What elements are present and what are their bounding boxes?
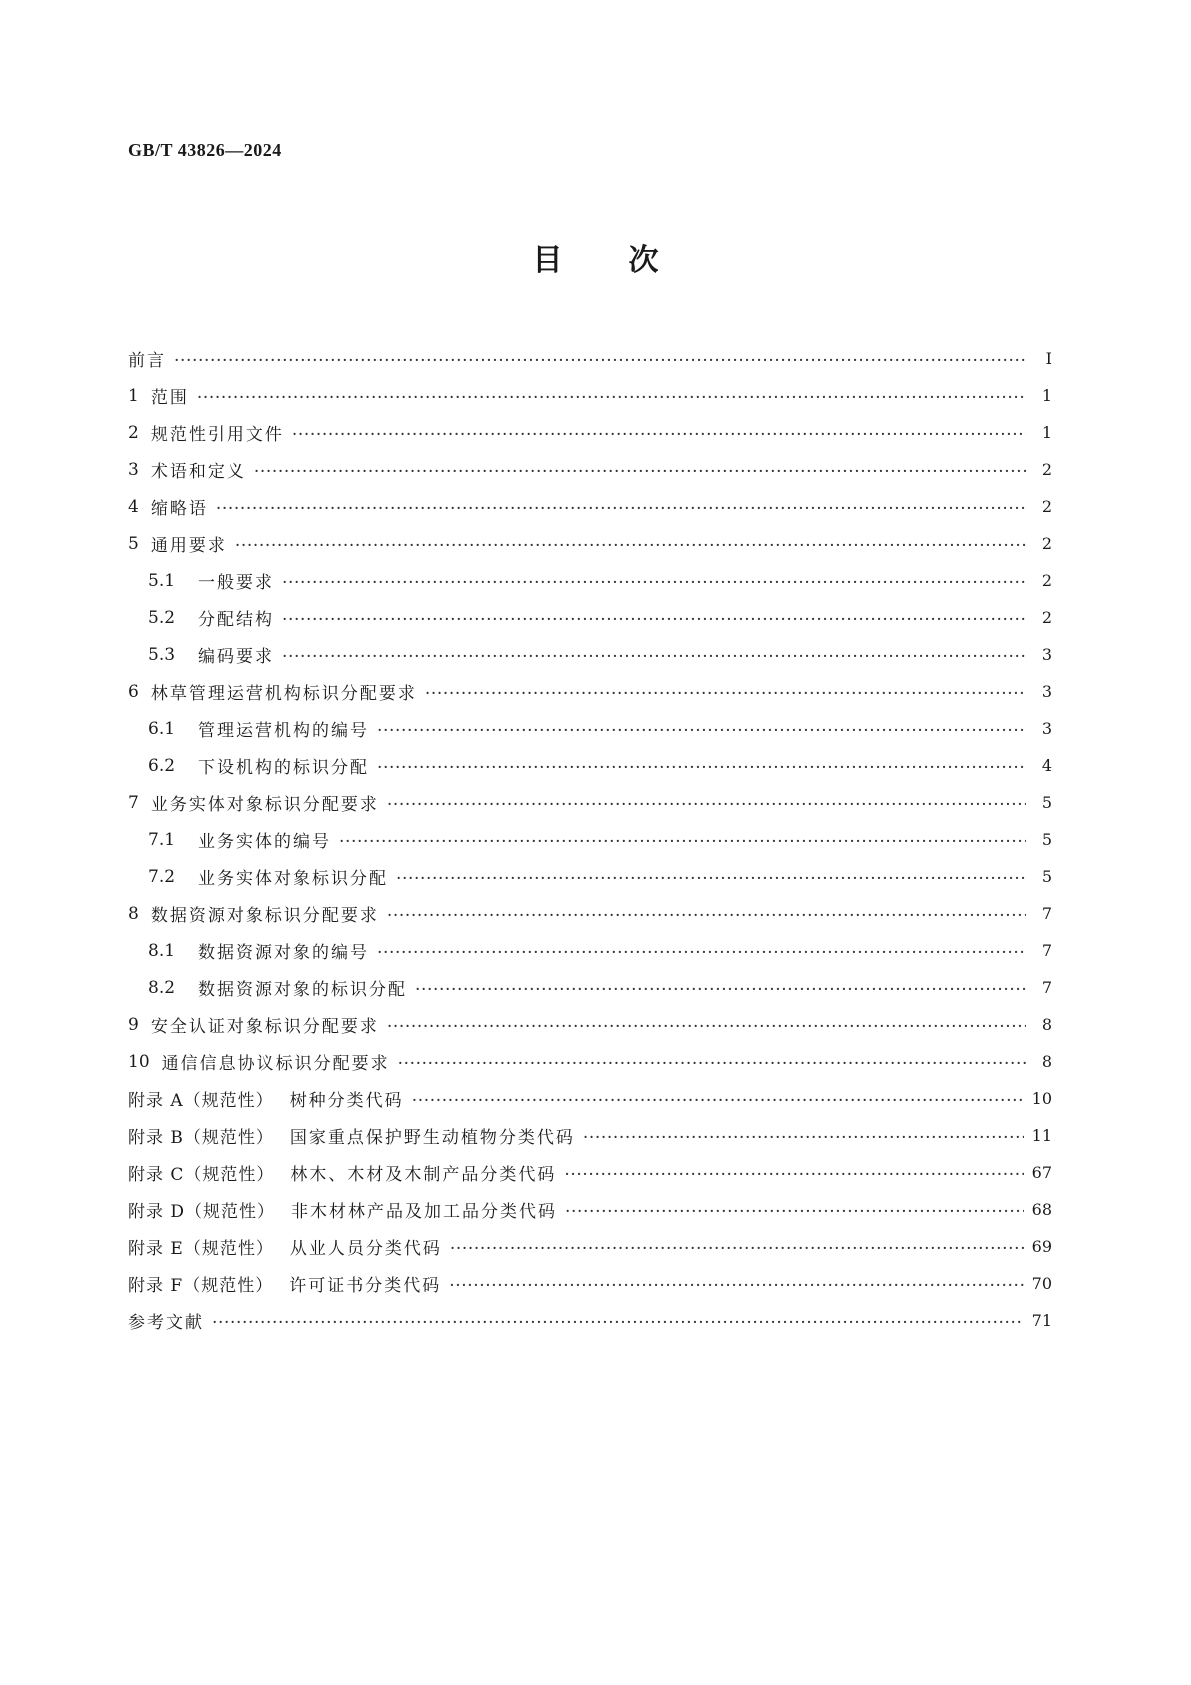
toc-entry-label: 数据资源对象标识分配要求 <box>150 906 379 926</box>
toc-entry-number: 5.3 <box>148 644 176 665</box>
dot-leader <box>282 610 1026 627</box>
toc-entry-label: 国家重点保护野生动植物分类代码 <box>289 1128 575 1148</box>
dot-leader <box>425 684 1026 701</box>
toc-entry-annex: 附录 E（规范性） <box>128 1239 274 1259</box>
toc-entry-label: 安全认证对象标识分配要求 <box>150 1017 379 1037</box>
toc-entry[interactable] <box>128 1228 1052 1265</box>
toc-entry-number: 6.1 <box>148 718 176 739</box>
page-title <box>0 244 1191 278</box>
dot-leader <box>212 1313 1024 1330</box>
toc-entry[interactable] <box>128 562 1052 599</box>
toc-entry-page: 2 <box>1041 608 1052 627</box>
dot-leader <box>415 980 1026 997</box>
toc-entry-page: 68 <box>1031 1200 1052 1219</box>
toc-entry-label: 通用要求 <box>150 536 227 556</box>
toc-entry-page: 3 <box>1041 682 1052 701</box>
toc-entry-number: 8 <box>128 903 139 924</box>
table-of-contents <box>128 340 1052 1339</box>
toc-entry[interactable] <box>128 1006 1052 1043</box>
toc-entry-page: 7 <box>1041 941 1052 960</box>
toc-entry[interactable] <box>128 710 1052 747</box>
dot-leader <box>387 906 1026 923</box>
toc-entry-number: 5.1 <box>148 570 176 591</box>
toc-entry[interactable] <box>128 1302 1052 1339</box>
toc-entry-page: 1 <box>1041 423 1052 442</box>
toc-entry-number: 3 <box>128 459 139 480</box>
dot-leader <box>377 758 1026 775</box>
dot-leader <box>235 536 1026 553</box>
toc-entry-page: Ⅰ <box>1045 349 1052 368</box>
toc-entry-page: 2 <box>1041 497 1052 516</box>
toc-entry-page: 1 <box>1041 386 1052 405</box>
toc-entry-label: 规范性引用文件 <box>150 425 284 445</box>
toc-entry[interactable] <box>128 525 1052 562</box>
toc-entry-number: 9 <box>128 1014 139 1035</box>
toc-entry-page: 5 <box>1041 867 1052 886</box>
toc-entry[interactable] <box>128 969 1052 1006</box>
toc-entry[interactable] <box>128 414 1052 451</box>
toc-entry-number: 8.1 <box>148 940 176 961</box>
toc-entry-label: 业务实体对象标识分配要求 <box>150 795 379 815</box>
toc-entry-number: 2 <box>128 422 139 443</box>
toc-entry-label: 缩略语 <box>150 499 208 519</box>
dot-leader <box>254 462 1026 479</box>
dot-leader <box>387 795 1026 812</box>
toc-entry-number: 10 <box>128 1051 150 1072</box>
dot-leader <box>292 425 1026 442</box>
toc-entry-page: 3 <box>1041 719 1052 738</box>
toc-entry[interactable] <box>128 599 1052 636</box>
dot-leader <box>412 1091 1024 1108</box>
document-code: GB/T 43826—2024 <box>128 140 282 160</box>
toc-entry-label: 业务实体对象标识分配 <box>198 869 388 889</box>
dot-leader <box>282 647 1026 664</box>
toc-entry-label: 非木材林产品及加工品分类代码 <box>291 1202 558 1222</box>
toc-entry-annex: 附录 C（规范性） <box>128 1165 275 1185</box>
toc-entry[interactable] <box>128 1154 1052 1191</box>
toc-entry-label: 一般要求 <box>198 573 274 593</box>
dot-leader <box>450 1239 1024 1256</box>
toc-entry-page: 10 <box>1031 1089 1052 1108</box>
dot-leader <box>216 499 1026 516</box>
toc-entry-label: 林草管理运营机构标识分配要求 <box>150 684 417 704</box>
toc-entry-page: 2 <box>1041 460 1052 479</box>
toc-entry-page: 2 <box>1041 534 1052 553</box>
toc-entry-label: 术语和定义 <box>150 462 246 482</box>
toc-entry-page: 5 <box>1041 793 1052 812</box>
toc-entry-label: 数据资源对象的编号 <box>198 943 369 963</box>
toc-entry-number: 7.1 <box>148 829 176 850</box>
toc-entry-number: 6 <box>128 681 139 702</box>
toc-entry-label: 业务实体的编号 <box>198 832 331 852</box>
toc-entry-annex: 附录 D（规范性） <box>128 1202 276 1222</box>
toc-entry[interactable] <box>128 1265 1052 1302</box>
toc-entry-label: 通信信息协议标识分配要求 <box>161 1054 390 1074</box>
toc-entry-label: 范围 <box>150 388 189 408</box>
toc-entry-page: 8 <box>1041 1052 1052 1071</box>
toc-entry-page: 7 <box>1041 904 1052 923</box>
toc-entry[interactable] <box>128 858 1052 895</box>
title-char-2: 次 <box>628 243 659 278</box>
dot-leader <box>564 1165 1023 1182</box>
toc-entry-page: 11 <box>1031 1126 1052 1145</box>
dot-leader <box>565 1202 1024 1219</box>
toc-entry[interactable] <box>128 1191 1052 1228</box>
toc-entry[interactable] <box>128 451 1052 488</box>
toc-entry[interactable] <box>128 747 1052 784</box>
toc-entry-label: 下设机构的标识分配 <box>198 758 369 778</box>
dot-leader <box>387 1017 1026 1034</box>
toc-entry-annex: 附录 F（规范性） <box>128 1276 274 1296</box>
toc-entry-label: 前言 <box>128 351 166 371</box>
title-char-1: 目 <box>532 243 563 278</box>
dot-leader <box>396 869 1026 886</box>
toc-entry-label: 分配结构 <box>198 610 274 630</box>
dot-leader <box>197 388 1026 405</box>
toc-entry-annex: 附录 A（规范性） <box>128 1091 274 1111</box>
toc-entry[interactable] <box>128 1117 1052 1154</box>
toc-entry-page: 70 <box>1031 1274 1052 1293</box>
toc-entry-label: 编码要求 <box>198 647 274 667</box>
toc-entry-annex: 附录 B（规范性） <box>128 1128 274 1148</box>
toc-entry-label: 参考文献 <box>128 1313 204 1333</box>
toc-entry-number: 4 <box>128 496 139 517</box>
dot-leader <box>449 1276 1023 1293</box>
toc-entry[interactable] <box>128 340 1052 377</box>
dot-leader <box>583 1128 1024 1145</box>
toc-entry[interactable] <box>128 1043 1052 1080</box>
dot-leader <box>377 721 1026 738</box>
dot-leader <box>377 943 1026 960</box>
toc-entry-page: 69 <box>1031 1237 1052 1256</box>
toc-entry-page: 3 <box>1041 645 1052 664</box>
toc-entry-number: 7.2 <box>148 866 176 887</box>
toc-entry-label: 数据资源对象的标识分配 <box>198 980 407 1000</box>
toc-entry[interactable] <box>128 784 1052 821</box>
toc-entry-number: 8.2 <box>148 977 176 998</box>
toc-entry-label: 从业人员分类代码 <box>289 1239 442 1259</box>
toc-entry[interactable] <box>128 377 1052 414</box>
toc-entry-page: 8 <box>1041 1015 1052 1034</box>
toc-entry-number: 7 <box>128 792 139 813</box>
toc-entry[interactable] <box>128 821 1052 858</box>
toc-entry-page: 71 <box>1031 1311 1052 1330</box>
toc-entry-page: 67 <box>1031 1163 1052 1182</box>
toc-entry[interactable] <box>128 932 1052 969</box>
toc-entry-page: 7 <box>1041 978 1052 997</box>
toc-entry-label: 树种分类代码 <box>289 1091 404 1111</box>
toc-entry[interactable] <box>128 636 1052 673</box>
toc-entry-number: 5.2 <box>148 607 176 628</box>
toc-entry-page: 5 <box>1041 830 1052 849</box>
toc-entry-page: 2 <box>1041 571 1052 590</box>
toc-entry[interactable] <box>128 673 1052 710</box>
toc-entry-number: 1 <box>128 385 139 406</box>
dot-leader <box>174 351 1026 368</box>
toc-entry-number: 6.2 <box>148 755 176 776</box>
toc-entry-label: 许可证书分类代码 <box>289 1276 442 1296</box>
toc-entry[interactable] <box>128 488 1052 525</box>
dot-leader <box>398 1054 1026 1071</box>
toc-entry-number: 5 <box>128 533 139 554</box>
toc-entry[interactable] <box>128 1080 1052 1117</box>
toc-entry-label: 管理运营机构的编号 <box>198 721 369 741</box>
toc-entry-label: 林木、木材及木制产品分类代码 <box>290 1165 557 1185</box>
toc-entry-page: 4 <box>1041 756 1052 775</box>
toc-entry[interactable] <box>128 895 1052 932</box>
dot-leader <box>282 573 1026 590</box>
dot-leader <box>339 832 1026 849</box>
